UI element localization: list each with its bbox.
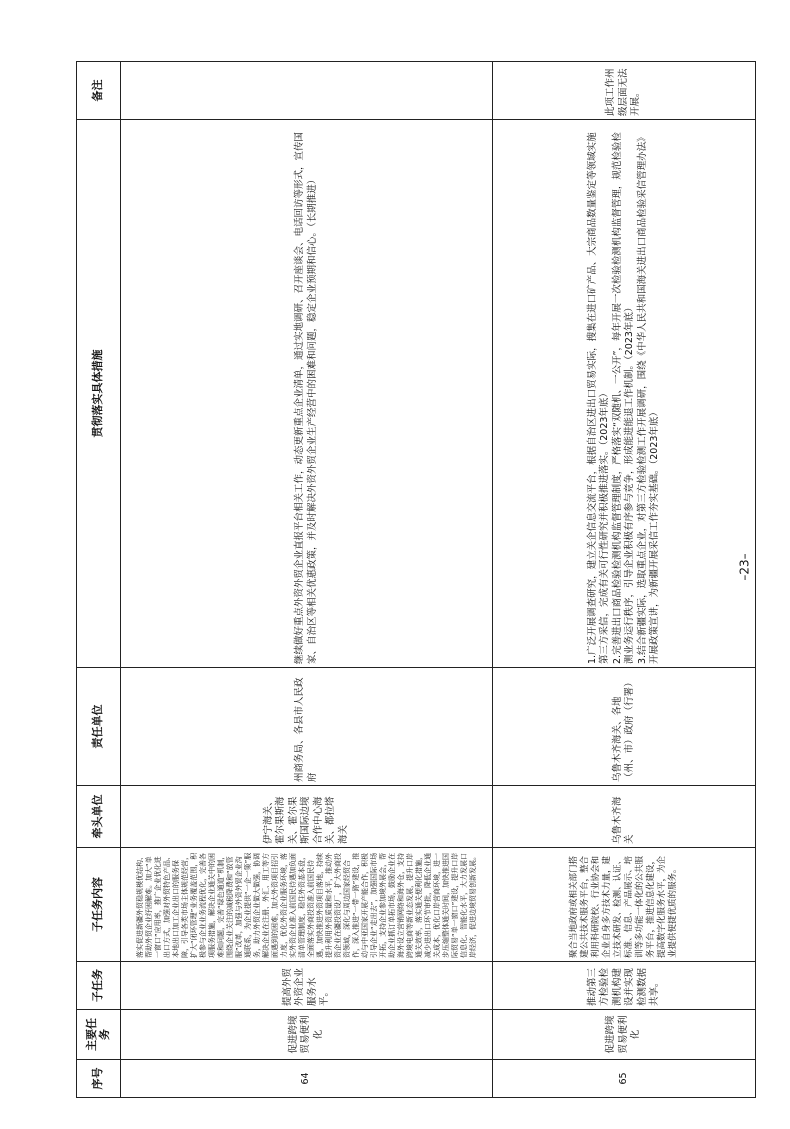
row-no: 64	[121, 1060, 493, 1098]
row-no: 65	[493, 1060, 756, 1098]
rotated-page	[76, 62, 755, 1098]
row-resp-unit: 州商务局、各县市人民政府	[121, 668, 493, 786]
row-sub-task: 推动第三方检验检测机构建设并实现检测数据共享。	[493, 962, 756, 1010]
row-content: 聚合当地政府或相关部门搭建公共技术服务平台，整合利用科研院校、行业协会和企业自身多方技术力量，建立技术研发、检测、认证、标准、信息、产品展示、培训等多功能一体化的公共服务平台，推进信息化建设，提高数字化服务水平，为企业提供便捷优质的服务。	[493, 848, 756, 962]
row-lead-unit: 乌鲁木齐海关	[493, 786, 756, 848]
header-lead-unit: 牵头单位	[77, 786, 121, 848]
row-main-task: 促进跨境贸易便利化	[121, 1010, 493, 1060]
row-measures: 继续做好重点外资外贸企业直报平台相关工作，动态更新重点企业清单，通过实地调研、召开座谈会、电话回访等形式，宣传国家、自治区等相关优惠政策，并及时解决外资外贸企业生产经营中的困难和问题，稳定企业预期和信心。（长期推进）	[121, 120, 493, 668]
page-number: –23–	[737, 553, 752, 581]
row-lead-unit: 伊宁海关、霍尔果斯海关、霍尔果斯国际边境合作中心海关、都拉塔海关	[121, 786, 493, 848]
header-remark: 备注	[77, 62, 121, 120]
header-measures: 贯彻落实具体措施	[77, 120, 121, 668]
row-content: 落实促进新疆外贸稳规模优结构、帮助外贸企业纾困解难。加大“单一窗口”应用率，推广企业优化进出口方式，加强对外贸特色产品、本地出口加工企业出口的服务保障，引导各类市场主体规范经营，扩大“闭环管理”业务覆盖范围，积极参与企业业务流程优化，完善各项服务措施，解决企业通关中的困难和问题，完善“绿色通道”机制，围绕企业关注的减税降费和“放管服”改革，加强与外资外贸企业沟通联系，为企业提供“一企一策”服务，助力外贸企业做大做强，协调解决企业在注册、外汇、用工等方面遇到的困难，加大外资项目招引力度，优化外资企业服务环境，落实外资企业准入前国民待遇加负面清单管理制度，稳住外资基本盘，全面落实外商投资准入前国民待遇，加快推进外资项目落地，持续提升利用外资质量和水平，推动外资企业在疆投资设厂，扩大外商投资领域，深化与周边国家经贸合作，深入推进“一带一路”建设，推动与中亚国家开展产能合作，积极引导企业“走出去”，加强国际市场开拓，支持企业参加境外展会，帮助企业抓订单拓市场，鼓励企业在海外设立营销网络和海外仓，支持跨境电商等新业态发展，提升口岸通关效率，落实通关便利化措施，减少进出口环节审批，降低企业通关成本，优化口岸营商环境，进一步压缩整体通关时间，加快推进国际贸易“单一窗口”建设，提升口岸信息化、智能化水平，大力发展口岸经济，促进边境贸易创新发展。	[121, 848, 493, 962]
table-row	[121, 62, 493, 1098]
header-main-task: 主要任务	[77, 1010, 121, 1060]
table-row	[493, 62, 756, 1098]
row-remark	[121, 62, 493, 120]
row-remark: 此项工作州级层面无法开展。	[493, 62, 756, 120]
header-sub-task: 子任务	[77, 962, 121, 1010]
task-table	[76, 61, 756, 1098]
row-resp-unit: 乌鲁木齐海关、各地（州、市）政府（行署）	[493, 668, 756, 786]
row-sub-task: 提高外贸外资企业服务水平。	[121, 962, 493, 1010]
header-no: 序号	[77, 1060, 121, 1098]
header-content: 子任务内容	[77, 848, 121, 962]
header-resp-unit: 责任单位	[77, 668, 121, 786]
row-main-task: 促进跨境贸易便利化	[493, 1010, 756, 1060]
row-measures: 1.广泛开展调查研究，建立关企信息交流平台，根据自治区进出口贸易实际，搜集在进口矿产品、大宗商品数量鉴定等领域实施第三方采信，完成有关可行性研究并积极推进落实。（2023年底） 2.完善进出口商品检验检测机构监督管理制度，严格落实“双随机、一公开”，每年开展一次检验检测机构监督管理，规范检验检测业务运行秩序，引导企业积极有序参与竞争，形成能进能退工作机制。（2023年底） 3.结合新疆实际，选取重点企业，对第三方检验检测工作开展调研，围绕《中华人民共和国海关进出口商品检验采信管理办法》开展政策宣讲，为新疆开展采信工作夯实基础。（2023年底）	[493, 120, 756, 668]
